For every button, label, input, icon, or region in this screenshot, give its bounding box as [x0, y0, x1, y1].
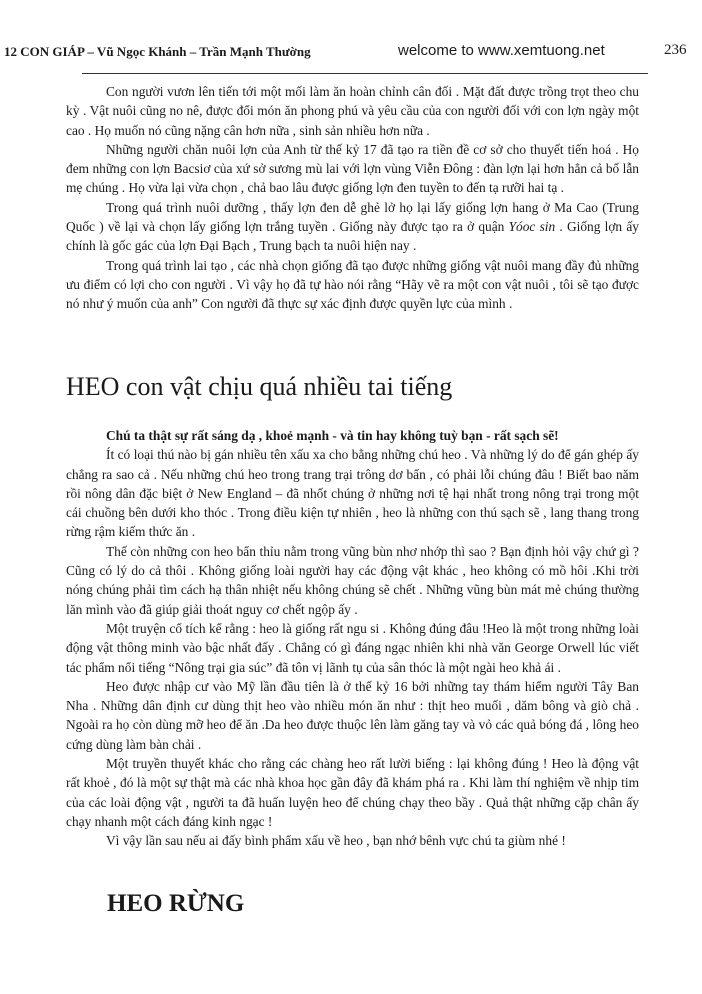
book-title: 12 CON GIÁP – Vũ Ngọc Khánh – Trần Mạnh Thường: [4, 44, 311, 59]
paragraph: Những người chăn nuôi lợn của Anh từ thế kỷ 17 đã tạo ra tiền đề cơ sở cho thuyết tiến hoá . Họ đem những con lợn Bacsiơ của xứ sở sương mù lai với lợn vùng Viễn Đông : đàn lợn lại hơn hẳn cả bố lẫn mẹ chúng . Họ vừa lại vừa chọn , chả bao lâu được giống lợn đen tuyền to đến tạ rưỡi hai tạ .: [66, 141, 639, 196]
paragraph: Một truyền thuyết khác cho rằng các chàng heo rất lười biếng : lại không đúng ! Heo là động vật rất khoẻ , đó là một sự thật mà các nhà khoa học gần đây đã khám phá ra . Khi làm thí nghiệm về nhịp tim của các loài động vật , người ta đã huấn luyện heo để chúng chạy theo bầy . Quả thật những cặp chân ấy chạy nhanh một cách đáng kinh ngạc !: [66, 756, 639, 829]
paragraph: Con người vươn lên tiến tới một mối làm ăn hoàn chỉnh cân đối . Mặt đất được trồng trọt theo chu kỳ . Vật nuôi cũng no nê, được đổi món ăn phong phú và yêu cầu của con người đối với con lợn ngày một cao . Họ muốn nó cũng nặng cân hơn nữa , sinh sản nhiều hơn nữa .: [66, 84, 639, 138]
page-number: 236: [664, 42, 687, 58]
paragraph: Trong quá trình lai tạo , các nhà chọn giống đã tạo được những giống vật nuôi mang đầy đủ những ưu điểm có lợi cho con người . Vì vậy họ đã tự hào nói rằng “Hãy vẽ ra một con vật nuôi , tôi sẽ tạo được nó như ý muốn của anh” Con người đã thực sự xác định được quyền lực của mình .: [66, 257, 639, 312]
header-divider: [82, 73, 648, 74]
section-body: [66, 426, 639, 851]
paragraph-text: Trong quá trình nuôi dưỡng , thấy lợn đen dễ ghẻ lở họ lại lấy giống lợn hang ở Ma Cao (Trung Quốc ) về lại và chọn lấy giống lợn trắng tuyền . Giống này được tạo ra ở quận: [66, 199, 639, 235]
section-heading: HEO con vật chịu quá nhiều tai tiếng: [66, 372, 453, 401]
paragraph: Heo được nhập cư vào Mỹ lần đầu tiên là ở thế kỷ 16 bởi những tay thám hiểm người Tây Ban Nha . Những dân định cư dùng thịt heo vào nhiều món ăn như : thịt heo muối , dăm bông và giò chả . Ngoài ra họ còn dùng mỡ heo để ăn .Da heo được thuộc lên làm găng tay và vỏ các quả bóng đá , lông heo cứng dùng làm bàn chải .: [66, 678, 639, 752]
section-heading-2: HEO RỪNG: [107, 890, 245, 917]
paragraph: Thế còn những con heo bẩn thỉu nằm trong vũng bùn nhơ nhớp thì sao ? Bạn định hỏi vậy chứ gì ? Cũng có lý do cả thôi . Không giống loài người hay các động vật khác , heo không có mồ hôi .Khi trời nóng chúng phải tìm cách hạ thân nhiệt nếu không chúng sẽ chết . Những vũng bùn mát mẻ chúng thường lăn mình vào đã giúp giải thoát nguy cơ chết ngộp ấy .: [66, 543, 639, 617]
section-subtitle: Chú ta thật sự rất sáng dạ , khoẻ mạnh - và tin hay không tuỳ bạn - rất sạch sẽ!: [106, 428, 559, 443]
place-name: Yóoc sin: [508, 219, 556, 235]
paragraph: [66, 198, 639, 256]
paragraph: Một truyện cổ tích kể rằng : heo là giống rất ngu si . Không đúng đâu !Heo là một trong những loài động vật thông minh vào bậc nhất đấy . Chẳng có gì đáng ngạc nhiên khi nhà văn George Orwell lúc viết tác phẩm nổi tiếng “Nông trại gia súc” đã tôn vị lãnh tụ của sân thóc là một ngài heo khả ái .: [66, 620, 639, 675]
paragraph-tail: . Giống lợn ấy chính là gốc gác của lợn Đại Bạch , Trung bạch ta nuôi hiện nay .: [66, 219, 639, 254]
page-header: [0, 42, 702, 64]
paragraph: Ít có loại thú nào bị gán nhiều tên xấu xa cho bằng những chú heo . Và những lý do để gán ghép ấy chẳng ra sao cả . Nếu những chú heo trong trang trại trông dơ bẩn , có phải lỗi chúng đâu ! Biết bao năm rồi nông dân đặc biệt ở New England – đã nhốt chúng ở những nơi tệ hại nhất trong nông trại trong một cái chuồng bên dưới kho thóc . Trong điều kiện tự nhiên , heo là những con thú sạch sẽ , lang thang trong rừng rậm kiếm thức ăn .: [66, 447, 639, 540]
website-link[interactable]: welcome to www.xemtuong.net: [398, 42, 605, 59]
intro-text: [66, 82, 639, 314]
paragraph: Vì vậy lần sau nếu ai đấy bình phẩm xấu về heo , bạn nhớ bênh vực chú ta giùm nhé !: [106, 833, 566, 849]
